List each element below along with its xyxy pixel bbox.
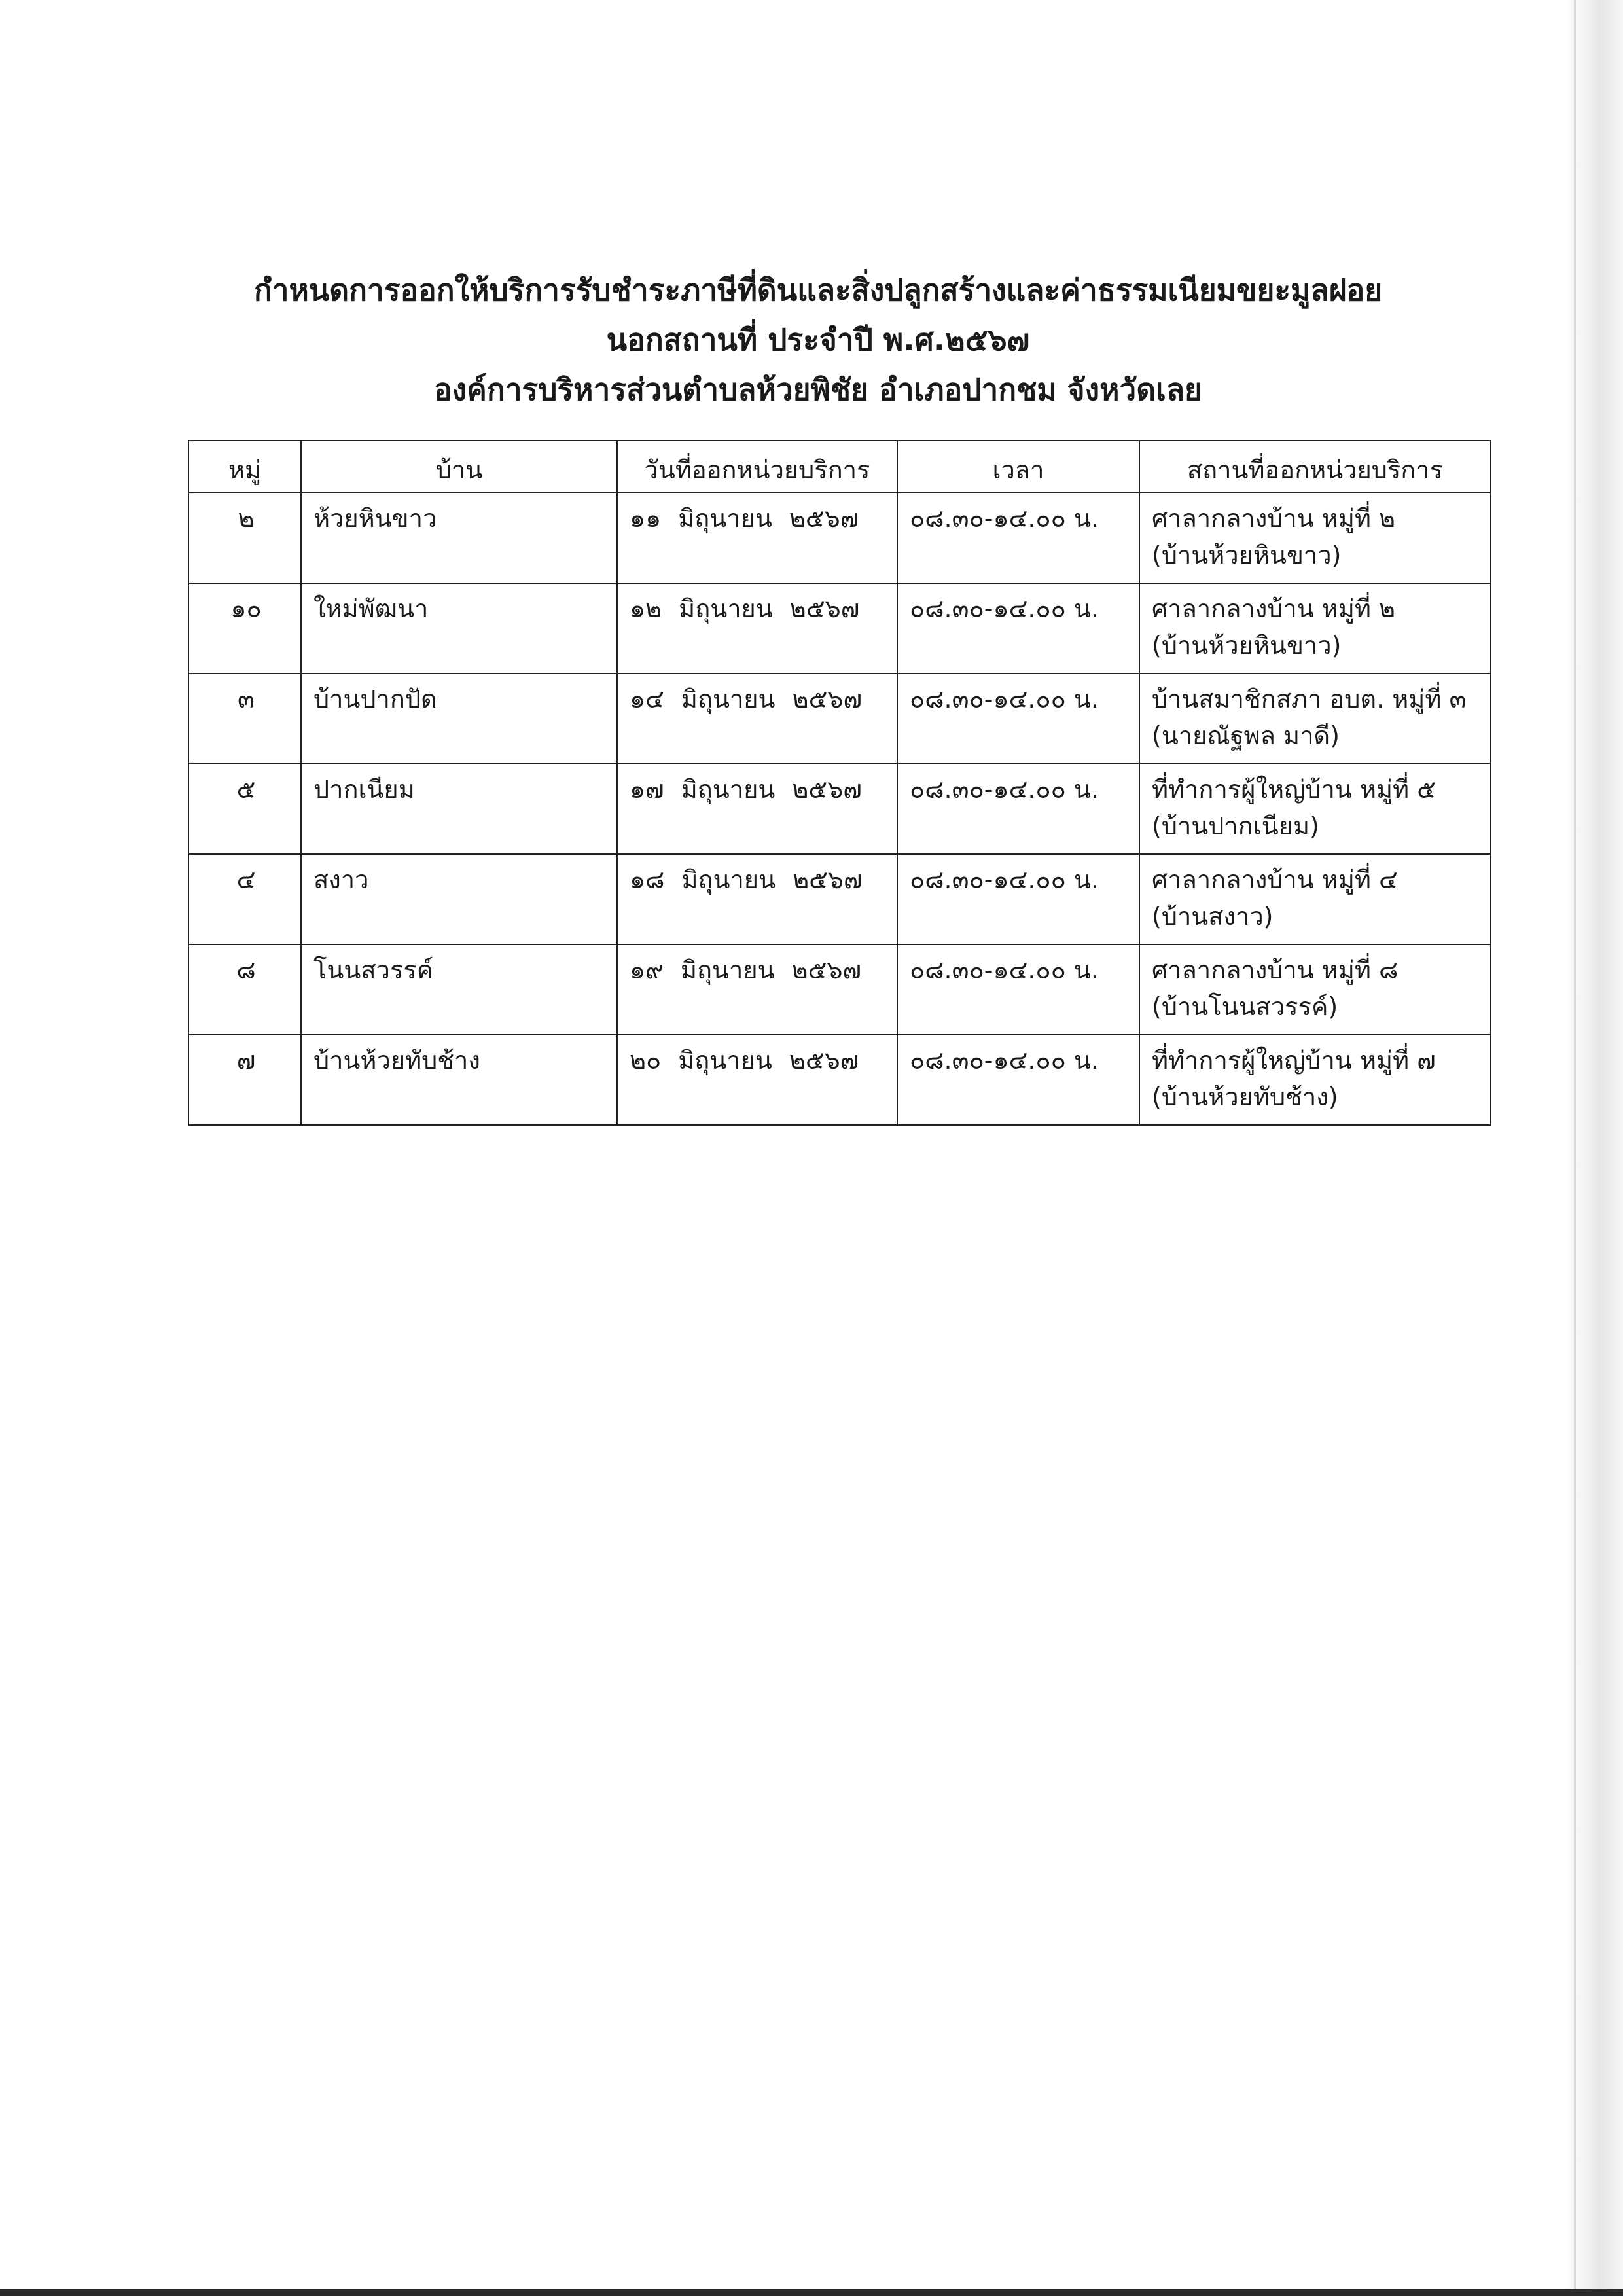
place-line-1: ที่ทำการผู้ใหญ่บ้าน หมู่ที่ ๕ (1152, 775, 1436, 804)
cell-time: ๐๘.๓๐-๑๔.๐๐ น. (897, 944, 1139, 1035)
date-month: มิถุนายน (679, 594, 773, 623)
table-header-row (188, 440, 1491, 493)
cell-place (1139, 854, 1491, 944)
scan-page-edge-line (1574, 0, 1576, 2296)
place-line-2: (บ้านห้วยทับช้าง) (1152, 1083, 1338, 1111)
cell-moo: ๕ (188, 764, 301, 854)
scan-page-edge (1564, 0, 1623, 2296)
date-month: มิถุนายน (681, 865, 776, 894)
cell-date (617, 944, 897, 1035)
table-row (188, 493, 1491, 583)
date-month: มิถุนายน (678, 1046, 772, 1075)
date-day: ๑๑ (630, 504, 662, 533)
cell-village: โนนสวรรค์ (301, 944, 617, 1035)
cell-village: บ้านห้วยทับช้าง (301, 1035, 617, 1125)
place-line-2: (บ้านห้วยหินขาว) (1152, 541, 1342, 569)
date-year: ๒๕๖๗ (792, 775, 862, 804)
date-day: ๑๗ (630, 775, 664, 804)
cell-moo: ๓ (188, 673, 301, 764)
cell-moo: ๒ (188, 493, 301, 583)
cell-place (1139, 673, 1491, 764)
place-line-1: ที่ทำการผู้ใหญ่บ้าน หมู่ที่ ๗ (1152, 1046, 1436, 1075)
cell-time: ๐๘.๓๐-๑๔.๐๐ น. (897, 1035, 1139, 1125)
header-date: วันที่ออกหน่วยบริการ (617, 440, 897, 493)
date-year: ๒๕๖๗ (789, 504, 859, 533)
date-month: มิถุนายน (680, 956, 775, 984)
cell-place (1139, 764, 1491, 854)
place-line-1: ศาลากลางบ้าน หมู่ที่ ๘ (1152, 956, 1399, 984)
date-day: ๒๐ (630, 1046, 662, 1075)
header-time: เวลา (897, 440, 1139, 493)
cell-time: ๐๘.๓๐-๑๔.๐๐ น. (897, 493, 1139, 583)
table-row (188, 944, 1491, 1035)
cell-village: ใหม่พัฒนา (301, 583, 617, 673)
place-line-1: ศาลากลางบ้าน หมู่ที่ ๒ (1152, 594, 1396, 623)
cell-village: ห้วยหินขาว (301, 493, 617, 583)
cell-date (617, 583, 897, 673)
date-day: ๑๔ (630, 685, 664, 713)
title-line-3: องค์การบริหารส่วนตำบลห้วยพิชัย อำเภอปากชม จังหวัดเลย (434, 372, 1202, 407)
title-line-2: นอกสถานที่ ประจำปี พ.ศ.๒๕๖๗ (606, 322, 1030, 357)
cell-time: ๐๘.๓๐-๑๔.๐๐ น. (897, 673, 1139, 764)
place-line-1: ศาลากลางบ้าน หมู่ที่ ๔ (1152, 865, 1398, 894)
cell-village: ปากเนียม (301, 764, 617, 854)
date-month: มิถุนายน (678, 504, 772, 533)
cell-village: บ้านปากปัด (301, 673, 617, 764)
cell-time: ๐๘.๓๐-๑๔.๐๐ น. (897, 854, 1139, 944)
table-row (188, 673, 1491, 764)
service-schedule-table (188, 440, 1491, 1126)
table-row (188, 1035, 1491, 1125)
date-month: มิถุนายน (681, 775, 776, 804)
scan-bottom-edge (0, 2289, 1623, 2296)
cell-moo: ๗ (188, 1035, 301, 1125)
place-line-2: (บ้านสงาว) (1152, 902, 1274, 931)
cell-date (617, 854, 897, 944)
table-row (188, 854, 1491, 944)
cell-date (617, 1035, 897, 1125)
cell-place (1139, 944, 1491, 1035)
cell-place (1139, 1035, 1491, 1125)
cell-moo: ๔ (188, 854, 301, 944)
date-day: ๑๙ (630, 956, 664, 984)
cell-moo: ๘ (188, 944, 301, 1035)
date-year: ๒๕๖๗ (789, 1046, 859, 1075)
date-year: ๒๕๖๗ (791, 956, 862, 984)
place-line-1: บ้านสมาชิกสภา อบต. หมู่ที่ ๓ (1152, 685, 1467, 713)
date-month: มิถุนายน (681, 685, 776, 713)
table-row (188, 764, 1491, 854)
place-line-2: (นายณัฐพล มาดี) (1152, 721, 1340, 750)
cell-time: ๐๘.๓๐-๑๔.๐๐ น. (897, 764, 1139, 854)
place-line-1: ศาลากลางบ้าน หมู่ที่ ๒ (1152, 504, 1396, 533)
document-title (196, 265, 1440, 414)
cell-moo: ๑๐ (188, 583, 301, 673)
cell-date (617, 764, 897, 854)
date-day: ๑๒ (630, 594, 662, 623)
date-day: ๑๘ (630, 865, 665, 894)
place-line-2: (บ้านปากเนียม) (1152, 812, 1319, 840)
place-line-2: (บ้านโนนสวรรค์) (1152, 992, 1338, 1021)
header-village: บ้าน (301, 440, 617, 493)
date-year: ๒๕๖๗ (793, 865, 863, 894)
cell-date (617, 493, 897, 583)
place-line-2: (บ้านห้วยหินขาว) (1152, 631, 1342, 660)
date-year: ๒๕๖๗ (789, 594, 860, 623)
header-moo: หมู่ (188, 440, 301, 493)
cell-place (1139, 583, 1491, 673)
cell-time: ๐๘.๓๐-๑๔.๐๐ น. (897, 583, 1139, 673)
cell-village: สงาว (301, 854, 617, 944)
date-year: ๒๕๖๗ (792, 685, 863, 713)
header-place: สถานที่ออกหน่วยบริการ (1139, 440, 1491, 493)
title-line-1: กำหนดการออกให้บริการรับชำระภาษีที่ดินและสิ่งปลูกสร้างและค่าธรรมเนียมขยะมูลฝอย (253, 272, 1383, 308)
cell-place (1139, 493, 1491, 583)
cell-date (617, 673, 897, 764)
table-row (188, 583, 1491, 673)
